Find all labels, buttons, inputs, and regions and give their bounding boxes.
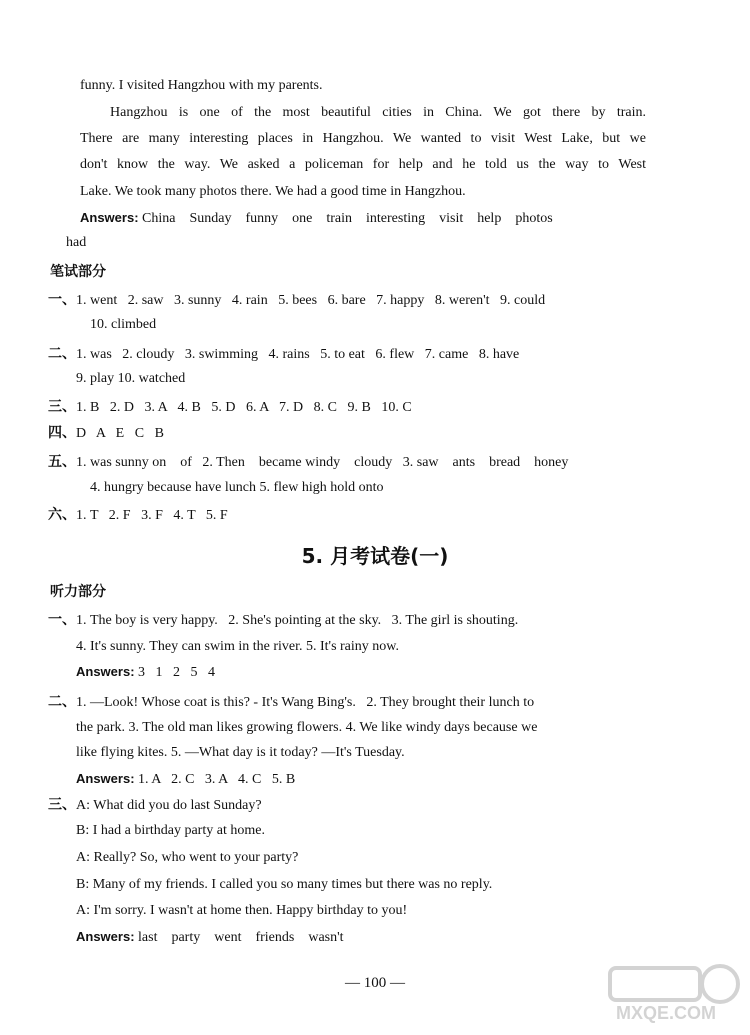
dialogue-line: A: What did you do last Sunday?: [76, 798, 262, 813]
dialogue-line: A: Really? So, who went to your party?: [76, 850, 299, 865]
question-marker: 一、: [48, 612, 76, 628]
answer-line: 10. climbed: [90, 317, 157, 332]
question-marker: 六、: [48, 507, 76, 523]
section-header: 听力部分: [50, 584, 106, 600]
answer-line: D A E C B: [76, 426, 164, 441]
question-group: [48, 423, 750, 444]
dialogue-line: A: I'm sorry. I wasn't at home then. Happy birthday to you!: [76, 903, 408, 918]
question-group: [48, 505, 750, 526]
dialogue-line: B: Many of my friends. I called you so many times but there was no reply.: [76, 877, 493, 892]
passage-line: funny. I visited Hangzhou with my parents.: [80, 78, 323, 93]
script-line: 1. The boy is very happy. 2. She's pointing at the sky. 3. The girl is shouting.: [76, 613, 519, 628]
question-group: [48, 397, 750, 418]
section-header: 笔试部分: [50, 264, 106, 280]
answers-row: [80, 208, 646, 229]
passage-line: There are many interesting places in Hangzhou. We wanted to visit West Lake, but we: [80, 131, 646, 146]
question-group: [48, 692, 750, 713]
script-line: like flying kites. 5. —What day is it today? —It's Tuesday.: [76, 745, 405, 760]
answer-line: 1. was 2. cloudy 3. swimming 4. rains 5. to eat 6. flew 7. came 8. have: [76, 347, 520, 362]
question-marker: 二、: [48, 346, 76, 362]
answer-line: 9. play 10. watched: [76, 371, 186, 386]
answers-text: last party went friends wasn't: [138, 930, 344, 945]
answers-row: [76, 662, 750, 683]
exam-title: 5. 月考试卷(一): [301, 544, 449, 568]
question-marker: 三、: [48, 399, 76, 415]
answers-row: [76, 769, 750, 790]
answer-line: 1. was sunny on of 2. Then became windy cloudy 3. saw ants bread honey: [76, 455, 569, 470]
watermark-logo: [602, 960, 742, 1030]
answers-text: 3 1 2 5 4: [138, 665, 216, 680]
answers-row: [76, 927, 750, 948]
script-line: 1. —Look! Whose coat is this? - It's Wang Bing's. 2. They brought their lunch to: [76, 695, 535, 710]
answer-line: 4. hungry because have lunch 5. flew high hold onto: [90, 480, 384, 495]
question-group: [48, 610, 750, 631]
script-line: 4. It's sunny. They can swim in the river. 5. It's rainy now.: [76, 639, 399, 654]
question-marker: 二、: [48, 694, 76, 710]
question-marker: 五、: [48, 454, 76, 470]
answer-line: 1. B 2. D 3. A 4. B 5. D 6. A 7. D 8. C 9. B 10. C: [76, 400, 412, 415]
question-group: [48, 452, 750, 473]
question-marker: 一、: [48, 292, 76, 308]
dialogue-line: B: I had a birthday party at home.: [76, 823, 265, 838]
passage-line: Lake. We took many photos there. We had a good time in Hangzhou.: [80, 184, 466, 199]
passage-line: Hangzhou is one of the most beautiful cities in China. We got there by train.: [110, 105, 646, 120]
passage-line: don't know the way. We asked a policeman for help and he told us the way to West: [80, 157, 646, 172]
script-line: the park. 3. The old man likes growing flowers. 4. We like windy days because we: [76, 720, 538, 735]
answers-label: Answers:: [76, 664, 135, 679]
watermark-text: MXQE.COM: [616, 1003, 717, 1023]
page-number: — 100 —: [345, 975, 405, 991]
question-marker: 四、: [48, 425, 76, 441]
answer-line: 1. went 2. saw 3. sunny 4. rain 5. bees 6. bare 7. happy 8. weren't 9. could: [76, 293, 546, 308]
answers-label: Answers:: [76, 771, 135, 786]
answers-text: 1. A 2. C 3. A 4. C 5. B: [138, 772, 296, 787]
question-group: [48, 795, 750, 816]
answers-label: Answers:: [80, 210, 139, 225]
answers-continuation: had: [66, 235, 87, 250]
question-group: [48, 290, 750, 311]
question-group: [48, 344, 750, 365]
answers-label: Answers:: [76, 929, 135, 944]
answer-line: 1. T 2. F 3. F 4. T 5. F: [76, 508, 228, 523]
answers-text: China Sunday funny one train interesting visit help photos: [142, 211, 553, 226]
question-marker: 三、: [48, 797, 76, 813]
